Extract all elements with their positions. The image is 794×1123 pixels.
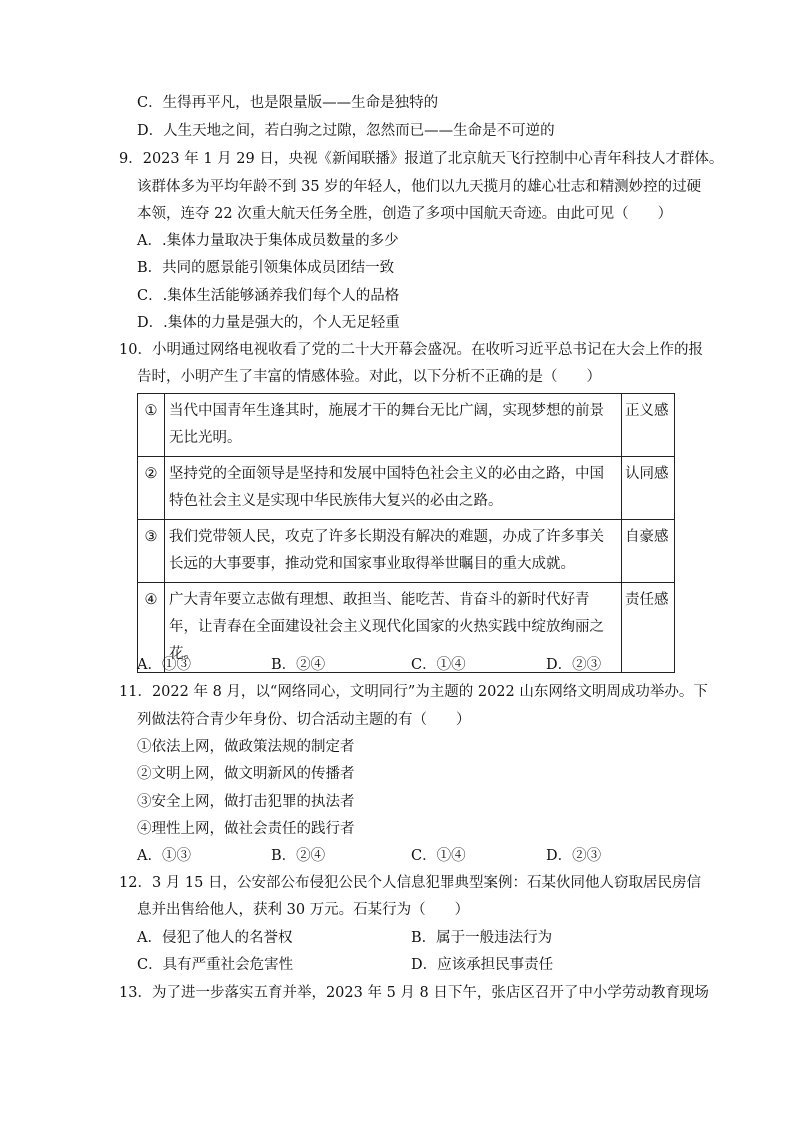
q12-stem-line-1: 12．3 月 15 日，公安部公布侵犯公民个人信息犯罪典型案例：石某伙同他人窃取居民房信 — [119, 875, 701, 891]
q11-item-2: ②文明上网，做文明新风的传播者 — [137, 766, 355, 782]
q11-item-4: ④理性上网，做社会责任的践行者 — [137, 821, 355, 837]
q12-stem-line-2: 息并出售给他人，获利 30 万元。石某行为（ ） — [137, 902, 470, 918]
row-number: ① — [138, 394, 165, 457]
row-statement: 当代中国青年生逢其时，施展才干的舞台无比广阔，实现梦想的前景无比光明。 — [165, 394, 622, 457]
row-statement: 坚持党的全面领导是坚持和发展中国特色社会主义的必由之路，中国特色社会主义是实现中华民族伟大复兴的必由之路。 — [165, 457, 622, 520]
q11-item-1: ①依法上网，做政策法规的制定者 — [137, 739, 355, 755]
q9-option-d: D．.集体的力量是强大的，个人无足轻重 — [137, 315, 400, 331]
q11-option-d: D．②③ — [546, 848, 602, 864]
q12-option-b: B．属于一般违法行为 — [411, 930, 553, 946]
q8-option-c: C．生得再平凡，也是限量版——生命是独特的 — [137, 95, 439, 111]
q11-option-c: C．①④ — [411, 848, 466, 864]
q10-stem-line-2: 告时，小明产生了丰富的情感体验。对此，以下分析不正确的是（ ） — [137, 369, 601, 385]
q11-item-3: ③安全上网，做打击犯罪的执法者 — [137, 794, 355, 810]
q10-option-a: A．①③ — [137, 657, 191, 673]
row-number: ③ — [138, 520, 165, 583]
q11-stem-line-1: 11．2022 年 8 月，以“网络同心，文明同行”为主题的 2022 山东网络文明周成功举办。下 — [119, 684, 708, 700]
row-emotion: 自豪感 — [622, 520, 675, 583]
q10-option-d: D．②③ — [546, 657, 602, 673]
q11-stem-line-2: 列做法符合青少年身份、切合活动主题的有（ ） — [137, 712, 471, 728]
q10-option-b: B．②④ — [271, 657, 326, 673]
q9-option-b: B．共同的愿景能引领集体成员团结一致 — [137, 260, 395, 276]
q12-option-c: C．具有严重社会危害性 — [137, 957, 294, 973]
q9-stem-line-2: 该群体多为平均年龄不到 35 岁的年轻人，他们以九天揽月的雄心壮志和精测妙控的过硬 — [137, 179, 702, 195]
q12-option-a: A．侵犯了他人的名誉权 — [137, 930, 293, 946]
q9-option-c: C．.集体生活能够涵养我们每个人的品格 — [137, 288, 400, 304]
row-statement: 我们党带领人民，攻克了许多长期没有解决的难题，办成了许多事关长远的大事要事，推动党和国家事业取得举世瞩目的重大成就。 — [165, 520, 622, 583]
q9-stem-line-1: 9．2023 年 1 月 29 日，央视《新闻联播》报道了北京航天飞行控制中心青年科技人才群体。 — [119, 151, 724, 167]
row-statement: 广大青年要立志做有理想、敢担当、能吃苦、肯奋斗的新时代好青年，让青春在全面建设社会主义现代化国家的火热实践中绽放绚丽之花。 — [165, 583, 622, 673]
q10-option-c: C．①④ — [411, 657, 466, 673]
row-number: ② — [138, 457, 165, 520]
q10-statement-table — [137, 393, 675, 673]
q11-option-a: A．①③ — [137, 848, 191, 864]
row-emotion: 责任感 — [622, 583, 675, 673]
row-emotion: 正义感 — [622, 394, 675, 457]
row-emotion: 认同感 — [622, 457, 675, 520]
table-row — [138, 394, 675, 457]
table-row — [138, 520, 675, 583]
row-number: ④ — [138, 583, 165, 673]
q13-stem-line-1: 13．为了进一步落实五育并举，2023 年 5 月 8 日下午，张店区召开了中小学劳动教育现场 — [119, 985, 709, 1001]
q9-stem-line-3: 本领，连夺 22 次重大航天任务全胜，创造了多项中国航天奇迹。由此可见（ ） — [137, 206, 673, 222]
q9-option-a: A．.集体力量取决于集体成员数量的多少 — [137, 233, 399, 249]
q12-option-d: D．应该承担民事责任 — [411, 957, 554, 973]
table-row — [138, 457, 675, 520]
q11-option-b: B．②④ — [271, 848, 326, 864]
q10-stem-line-1: 10．小明通过网络电视收看了党的二十大开幕会盛况。在收听习近平总书记在大会上作的报 — [119, 342, 703, 358]
q8-option-d: D．人生天地之间，若白驹之过隙，忽然而已——生命是不可逆的 — [137, 123, 555, 139]
